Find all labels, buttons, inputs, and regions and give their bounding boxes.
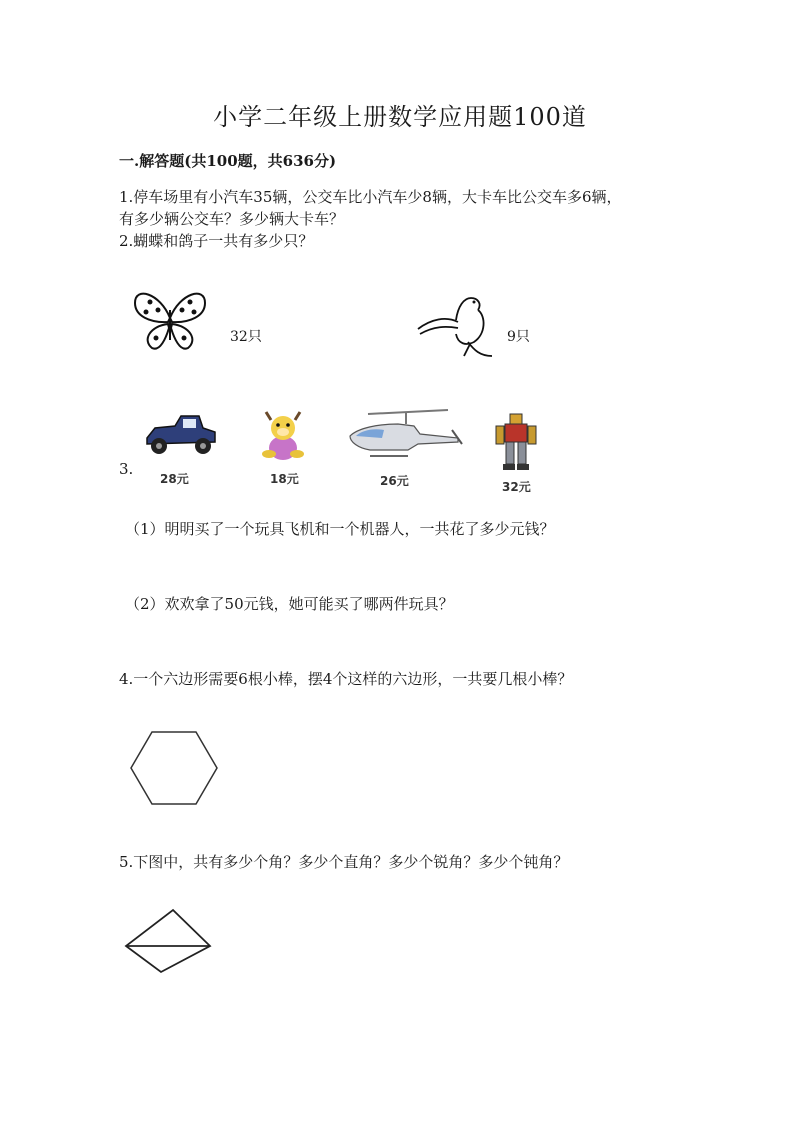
dove-icon <box>416 294 496 359</box>
question-1-line-1: 1.停车场里有小汽车35辆，公交车比小汽车少8辆，大卡车比公交车多6辆， <box>119 188 622 206</box>
question-5-text: 5.下图中，共有多少个角？多少个直角？多少个锐角？多少个钝角？ <box>119 853 569 871</box>
toy-robot-price: 32元 <box>502 480 531 494</box>
question-1-line-2: 有多少辆公交车？多少辆大卡车？ <box>119 210 345 228</box>
quadrilateral-figure <box>124 908 214 978</box>
question-3-sub-1: （1）明明买了一个玩具飞机和一个机器人，一共花了多少元钱？ <box>125 520 555 538</box>
toy-robot-icon <box>493 412 539 472</box>
question-3-sub-2: （2）欢欢拿了50元钱，她可能买了哪两件玩具？ <box>125 595 454 613</box>
question-4-text: 4.一个六边形需要6根小棒，摆4个这样的六边形，一共要几根小棒？ <box>119 670 573 688</box>
section-heading: 一.解答题(共100题，共636分) <box>119 152 337 170</box>
toy-doll-icon <box>258 410 308 462</box>
question-3-number: 3. <box>119 460 134 478</box>
question-2-text: 2.蝴蝶和鸽子一共有多少只？ <box>119 232 314 250</box>
toy-car-icon <box>141 410 221 460</box>
toy-helicopter-price: 26元 <box>380 474 409 488</box>
toy-car-price: 28元 <box>160 472 189 486</box>
hexagon-figure <box>129 728 219 808</box>
page-title: 小学二年级上册数学应用题100道 <box>213 103 587 131</box>
butterfly-icon <box>130 288 210 358</box>
toy-helicopter-icon <box>348 408 466 460</box>
toy-doll-price: 18元 <box>270 472 299 486</box>
butterfly-count: 32只 <box>230 329 262 345</box>
dove-count: 9只 <box>507 329 530 345</box>
